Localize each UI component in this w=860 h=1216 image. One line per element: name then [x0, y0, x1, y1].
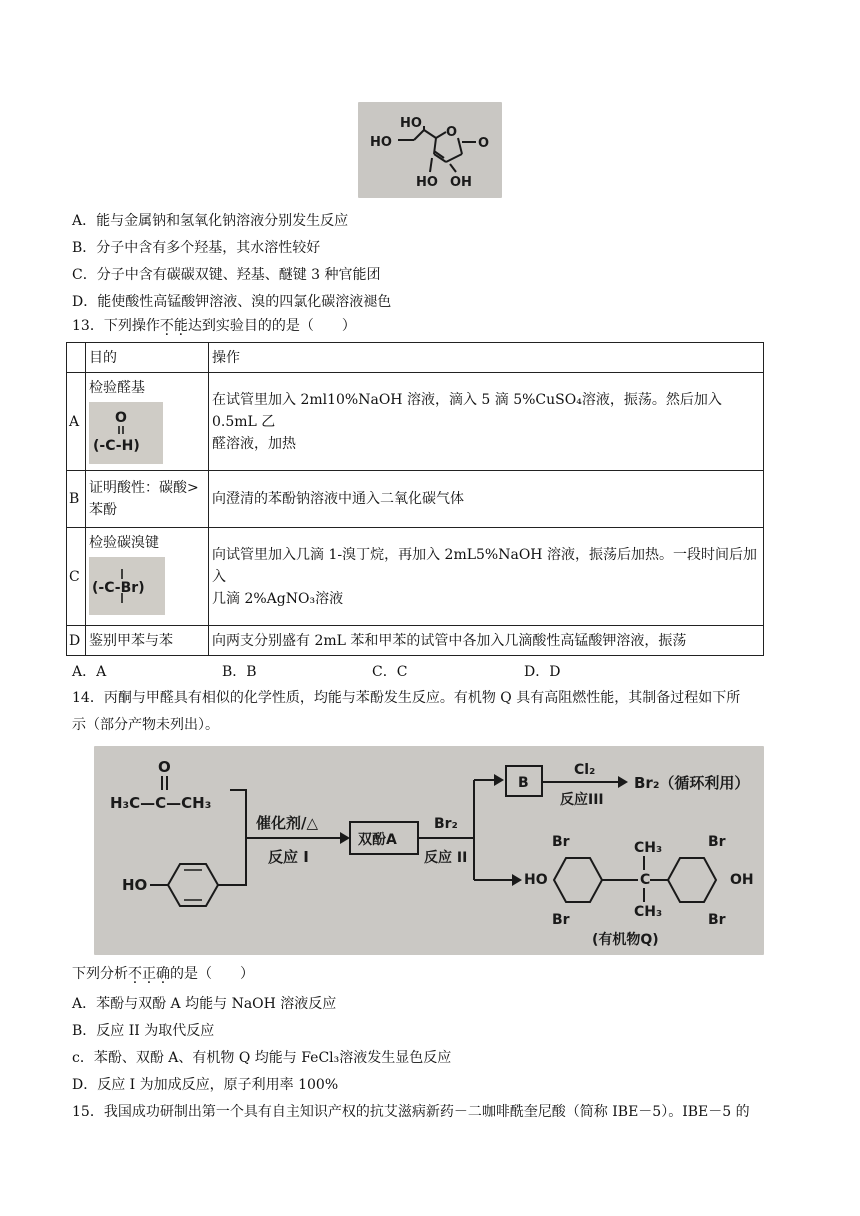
option-d: D．反应 I 为加成反应，原子利用率 100% [72, 1077, 339, 1093]
scheme-label: Br [708, 834, 726, 850]
scheme-label: H₃C—C—CH₃ [110, 794, 212, 812]
question-14-analysis [72, 964, 254, 984]
thumb-label: (-C-Br) [92, 580, 145, 596]
scheme-label: 反应 I [268, 848, 309, 866]
row-operation [209, 373, 764, 471]
table-row [67, 373, 764, 471]
scheme-label: Br₂ [434, 816, 458, 832]
scheme-label: HO [122, 876, 148, 894]
purpose-text: 苯酚 [89, 502, 117, 518]
emphasis-char: 不 [128, 966, 142, 982]
scheme-label: C [640, 872, 651, 888]
operation-text: 在试管里加入 2ml10%NaOH 溶液，滴入 5 滴 5%CuSO₄溶液，振荡。然后加入 0.5mL 乙 [212, 391, 722, 430]
row-purpose [86, 471, 209, 528]
purpose-text: 检验碳溴键 [89, 535, 159, 551]
purpose-text: 检验醛基 [89, 380, 145, 396]
scheme-label: Br [552, 834, 570, 850]
option-c: c．苯酚、双酚 A、有机物 Q 均能与 FeCl₃溶液发生显色反应 [72, 1050, 452, 1066]
scheme-label: 反应 II [424, 850, 468, 866]
stem-text: 达到实验目的的是（ ） [187, 318, 356, 334]
purpose-text: 证明酸性：碳酸> [89, 480, 199, 496]
stem-text: 下列分析 [72, 966, 128, 982]
row-key: D [67, 626, 86, 656]
row-purpose: 鉴别甲苯与苯 [86, 626, 209, 656]
stem-text: 13．下列操作 [72, 318, 160, 334]
table-cell [67, 343, 86, 373]
choice-d: D．D [524, 664, 561, 680]
reaction-scheme-image [94, 746, 764, 955]
table-row [67, 528, 764, 626]
row-purpose [86, 528, 209, 626]
row-key: A [67, 373, 86, 471]
scheme-label: CH₃ [634, 904, 663, 920]
carbon-bromine-image [89, 557, 165, 615]
scheme-label: Br₂（循环利用） [634, 774, 750, 792]
scheme-label: HO [524, 872, 548, 888]
stem-text: 的是（ ） [170, 966, 254, 982]
row-purpose [86, 373, 209, 471]
scheme-label: 双酚A [358, 832, 397, 848]
emphasis-char: 不 [159, 318, 174, 334]
molecule-label: O [446, 125, 458, 140]
option-d: D．能使酸性高锰酸钾溶液、溴的四氯化碳溶液褪色 [72, 294, 392, 310]
table-header-row [67, 343, 764, 373]
molecule-structure [358, 102, 502, 198]
operation-text: 向试管里加入几滴 1-溴丁烷，再加入 2mL5%NaOH 溶液，振荡后加热。一段时间后加入 [212, 546, 757, 585]
choice-a: A．A [72, 664, 107, 680]
option-b: B．分子中含有多个羟基，其水溶性较好 [72, 240, 321, 256]
scheme-label: Br [708, 912, 726, 928]
thumb-label: (-C-H) [93, 438, 140, 454]
emphasis-char: 正 [142, 966, 156, 982]
scheme-label: 催化剂/△ [256, 814, 319, 832]
operation-text: 醛溶液，加热 [212, 435, 296, 452]
row-key: C [67, 528, 86, 626]
thumb-label: O [115, 410, 127, 426]
molecule-label: HO [370, 135, 392, 150]
molecule-image [358, 102, 502, 198]
header-operation: 操作 [209, 343, 764, 373]
scheme-label: O [158, 758, 171, 776]
operation-text: 几滴 2%AgNO₃溶液 [212, 590, 344, 607]
question-14-stem: 示（部分产物未列出）。 [72, 717, 219, 733]
choice-b: B．B [222, 664, 257, 680]
scheme-label: OH [730, 872, 754, 888]
table-row [67, 471, 764, 528]
question-14-stem: 14．丙酮与甲醛具有相似的化学性质，均能与苯酚发生反应。有机物 Q 具有高阻燃性能，其制备过程如下所 [72, 690, 741, 706]
header-purpose: 目的 [86, 343, 209, 373]
aldehyde-structure [89, 402, 163, 464]
molecule-label: HO [416, 175, 438, 190]
emphasis-char: 确 [156, 966, 170, 982]
question-13-stem [72, 316, 356, 336]
experiment-table [66, 342, 764, 656]
molecule-label: O [478, 136, 490, 151]
emphasis-char: 能 [173, 318, 188, 334]
scheme-label: Br [552, 912, 570, 928]
reaction-scheme [94, 746, 764, 955]
question-15-stem: 15．我国成功研制出第一个具有自主知识产权的抗艾滋病新药－二咖啡酰奎尼酸（简称 IBE－5）。IBE－5 的 [72, 1104, 750, 1120]
row-operation [209, 528, 764, 626]
row-key: B [67, 471, 86, 528]
scheme-label: 反应III [560, 792, 604, 808]
table-row [67, 626, 764, 656]
molecule-label: HO [400, 116, 422, 131]
scheme-label: Cl₂ [574, 762, 596, 778]
scheme-label: CH₃ [634, 840, 663, 856]
aldehyde-group-image [89, 402, 163, 464]
option-a: A．苯酚与双酚 A 均能与 NaOH 溶液反应 [72, 996, 337, 1012]
row-operation: 向澄清的苯酚钠溶液中通入二氧化碳气体 [209, 471, 764, 528]
choice-c: C．C [372, 664, 408, 680]
scheme-label: (有机物Q) [592, 932, 659, 948]
scheme-label: B [518, 775, 529, 791]
molecule-label: OH [450, 175, 472, 190]
option-a: A．能与金属钠和氢氧化钠溶液分别发生反应 [72, 213, 349, 229]
carbon-bromine-structure [89, 557, 165, 615]
row-operation: 向两支分别盛有 2mL 苯和甲苯的试管中各加入几滴酸性高锰酸钾溶液，振荡 [209, 626, 764, 656]
option-c: C．分子中含有碳碳双键、羟基、醚键 3 种官能团 [72, 267, 381, 283]
option-b: B．反应 II 为取代反应 [72, 1023, 215, 1039]
